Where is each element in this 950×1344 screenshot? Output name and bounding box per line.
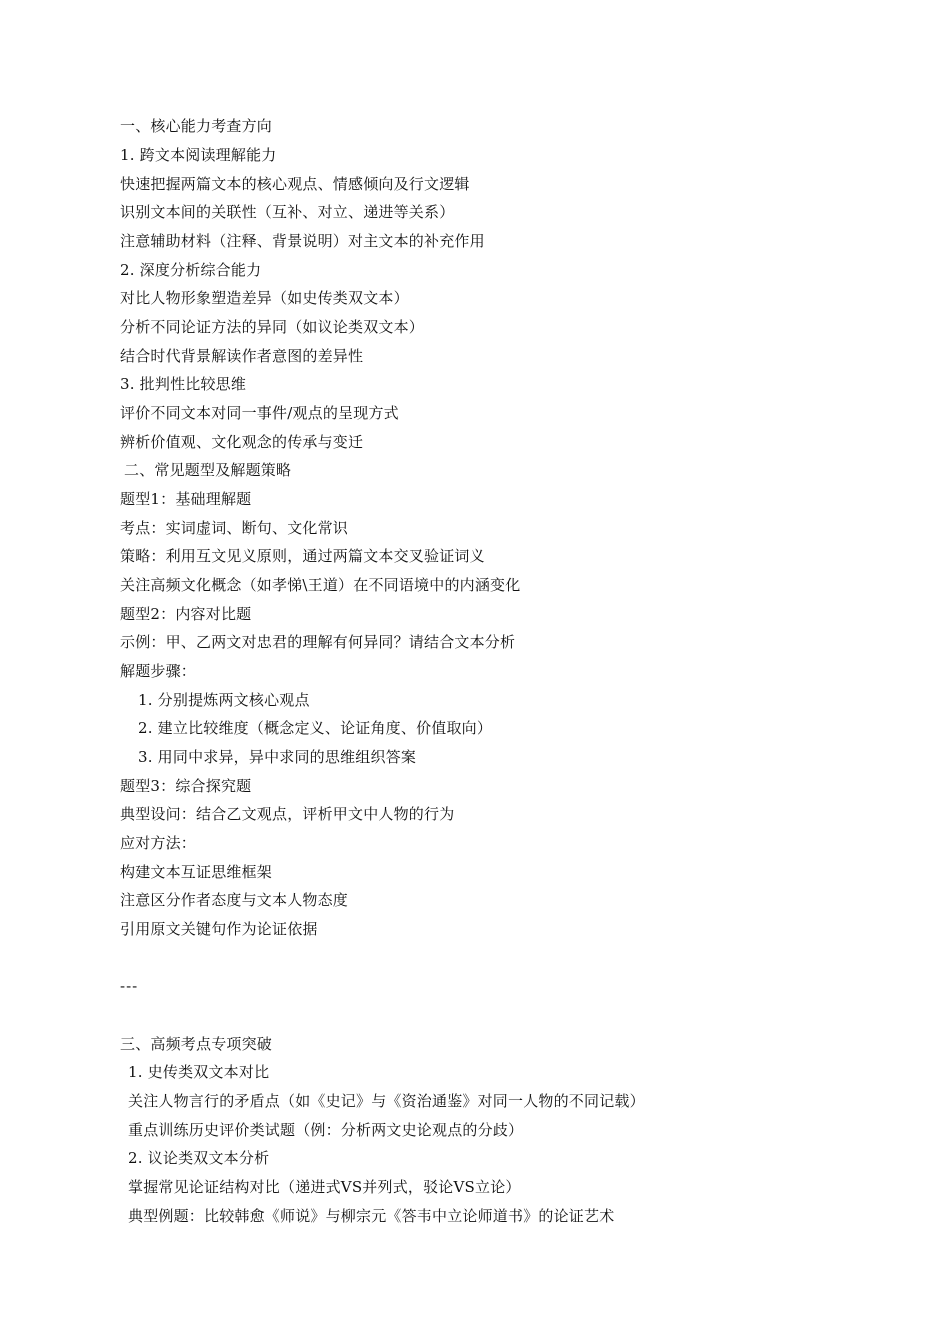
- question-type-1: 题型1：基础理解题: [120, 490, 252, 508]
- question-type-2: 题型2：内容对比题: [120, 605, 252, 623]
- step-item: 2. 建立比较维度（概念定义、论证角度、价值取向）: [138, 719, 493, 737]
- section-1-heading: 一、核心能力考查方向: [120, 117, 273, 135]
- text-line: 引用原文关键句作为论证依据: [120, 920, 318, 938]
- text-line: 对比人物形象塑造差异（如史传类双文本）: [120, 289, 409, 307]
- text-line: 辨析价值观、文化观念的传承与变迁: [120, 433, 364, 451]
- subheading-1-3: 3. 批判性比较思维: [120, 375, 247, 393]
- text-line: 示例：甲、乙两文对忠君的理解有何异同？请结合文本分析: [120, 633, 516, 651]
- text-line: 典型设问：结合乙文观点，评析甲文中人物的行为: [120, 805, 455, 823]
- section-2-heading: 二、常见题型及解题策略: [124, 461, 292, 479]
- text-line: 注意区分作者态度与文本人物态度: [120, 891, 349, 909]
- text-line: 关注人物言行的矛盾点（如《史记》与《资治通鉴》对同一人物的不同记载）: [128, 1092, 645, 1110]
- subheading-1-1: 1. 跨文本阅读理解能力: [120, 146, 277, 164]
- text-line: 结合时代背景解读作者意图的差异性: [120, 347, 364, 365]
- text-line: 重点训练历史评价类试题（例：分析两文史论观点的分歧）: [128, 1121, 524, 1139]
- text-line: 策略：利用互文见义原则，通过两篇文本交叉验证词义: [120, 547, 485, 565]
- text-line: 关注高频文化概念（如孝悌\王道）在不同语境中的内涵变化: [120, 576, 521, 594]
- section-3-heading: 三、高频考点专项突破: [120, 1035, 273, 1053]
- subheading-3-2: 2. 议论类双文本分析: [128, 1149, 270, 1167]
- text-line: 构建文本互证思维框架: [120, 863, 273, 881]
- text-line: 典型例题：比较韩愈《师说》与柳宗元《答韦中立论师道书》的论证艺术: [128, 1207, 615, 1225]
- text-line: 识别文本间的关联性（互补、对立、递进等关系）: [120, 203, 455, 221]
- question-type-3: 题型3：综合探究题: [120, 777, 252, 795]
- text-line: 评价不同文本对同一事件/观点的呈现方式: [120, 404, 399, 422]
- text-line: 快速把握两篇文本的核心观点、情感倾向及行文逻辑: [120, 175, 470, 193]
- text-line: 应对方法：: [120, 834, 197, 852]
- step-item: 3. 用同中求异，异中求同的思维组织答案: [138, 748, 417, 766]
- text-line: 注意辅助材料（注释、背景说明）对主文本的补充作用: [120, 232, 485, 250]
- text-line: 掌握常见论证结构对比（递进式VS并列式，驳论VS立论）: [128, 1178, 521, 1196]
- section-separator: ---: [120, 977, 139, 995]
- subheading-3-1: 1. 史传类双文本对比: [128, 1063, 270, 1081]
- text-line: 解题步骤：: [120, 662, 197, 680]
- text-line: 考点：实词虚词、断句、文化常识: [120, 519, 349, 537]
- text-line: 分析不同论证方法的异同（如议论类双文本）: [120, 318, 425, 336]
- subheading-1-2: 2. 深度分析综合能力: [120, 261, 262, 279]
- step-item: 1. 分别提炼两文核心观点: [138, 691, 310, 709]
